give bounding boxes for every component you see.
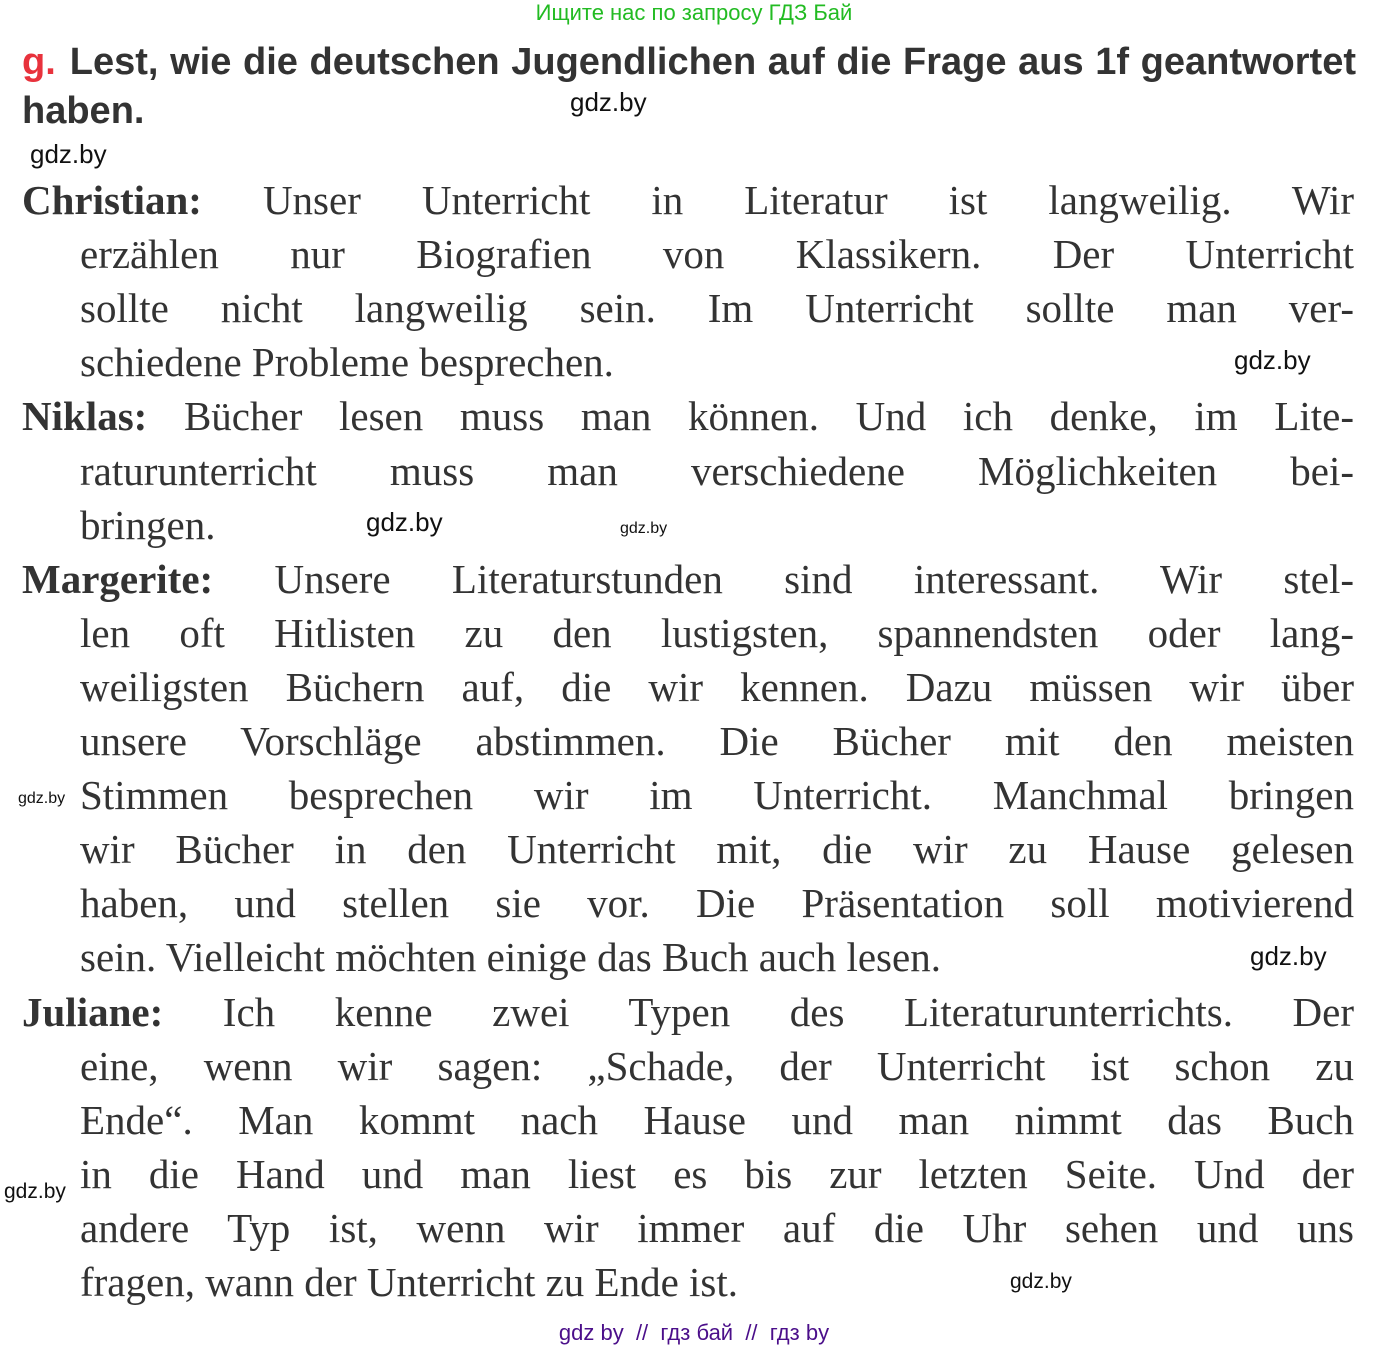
line-text: sein. Vielleicht möchten einige das Buch auch lesen. bbox=[80, 934, 941, 981]
watermark: gdz.by bbox=[1250, 941, 1327, 971]
line-text: haben, und stellen sie vor. Die Präsentation soll motivierend bbox=[80, 880, 1354, 927]
text-line bbox=[22, 173, 1354, 227]
text-line bbox=[80, 444, 1354, 498]
speaker-name: Niklas: bbox=[22, 393, 148, 440]
line-text: sollte nicht langweilig sein. Im Unterricht sollte man ver- bbox=[80, 285, 1354, 332]
line-text: fragen, wann der Unterricht zu Ende ist. bbox=[80, 1259, 739, 1305]
line-text: Bücher lesen muss man können. Und ich denke, im Lite- bbox=[147, 393, 1354, 440]
line-text: Stimmen besprechen wir im Unterricht. Manchmal bringen bbox=[80, 772, 1354, 819]
text-line bbox=[22, 389, 1354, 443]
text-line bbox=[80, 1093, 1354, 1147]
watermark: gdz.by bbox=[620, 520, 668, 537]
text-line bbox=[80, 606, 1354, 660]
footer-links: gdz by // гдз бай // гдз by bbox=[558, 1320, 830, 1345]
line-text: eine, wenn wir sagen: „Schade, der Unterricht ist schon zu bbox=[80, 1042, 1354, 1089]
line-text: Unser Unterricht in Literatur ist langweilig. Wir bbox=[201, 177, 1354, 223]
line-text: raturunterricht muss man verschiedene Möglichkeiten bei- bbox=[80, 447, 1354, 494]
text-line bbox=[22, 985, 1354, 1039]
line-text: len oft Hitlisten zu den lustigsten, spannendsten oder lang- bbox=[80, 609, 1354, 656]
line-text: in die Hand und man liest es bis zur letzten Seite. Und der bbox=[80, 1150, 1354, 1197]
text-line bbox=[80, 930, 1354, 984]
text-line bbox=[80, 660, 1354, 714]
text-line bbox=[80, 1039, 1354, 1093]
line-text: Ende“. Man kommt nach Hause und man nimmt das Buch bbox=[80, 1096, 1354, 1143]
watermark: gdz.by bbox=[1010, 1270, 1072, 1293]
text-line bbox=[80, 281, 1354, 335]
watermark: gdz.by bbox=[366, 507, 443, 537]
text-line bbox=[80, 1201, 1354, 1255]
watermark: gdz.by bbox=[4, 1180, 66, 1203]
text-line bbox=[80, 822, 1354, 876]
line-text: Unsere Literaturstunden sind interessant. Wir stel- bbox=[213, 555, 1354, 602]
watermark: gdz.by bbox=[570, 87, 647, 117]
watermark: gdz.by bbox=[18, 790, 66, 807]
text-line bbox=[80, 714, 1354, 768]
line-text: weiligsten Büchern auf, die wir kennen. Dazu müssen wir über bbox=[80, 663, 1354, 710]
task-letter: g. bbox=[22, 41, 56, 83]
line-text: bringen. bbox=[80, 501, 216, 548]
task-text: Lest, wie die deutschen Jugendlichen auf die Frage aus 1f geantwortet haben. bbox=[22, 41, 1356, 132]
line-text: andere Typ ist, wenn wir immer auf die Uhr sehen und uns bbox=[80, 1204, 1354, 1251]
text-line bbox=[80, 1147, 1354, 1201]
text-line bbox=[80, 768, 1354, 822]
line-text: unsere Vorschläge abstimmen. Die Bücher mit den meisten bbox=[80, 718, 1354, 764]
speaker-name: Margerite: bbox=[22, 555, 214, 602]
text-line bbox=[80, 876, 1354, 930]
watermark: gdz.by bbox=[1234, 345, 1311, 375]
text-line bbox=[80, 335, 1354, 389]
search-banner: Ищите нас по запросу ГДЗ Бай bbox=[535, 0, 853, 25]
line-text: schiedene Probleme besprechen. bbox=[80, 339, 614, 386]
task-heading bbox=[22, 38, 1356, 136]
line-text: wir Bücher in den Unterricht mit, die wir zu Hause gelesen bbox=[80, 826, 1354, 873]
line-text: Ich kenne zwei Typen des Literaturunterrichts. Der bbox=[163, 988, 1354, 1035]
text-line bbox=[80, 227, 1354, 281]
speaker-name: Christian: bbox=[22, 177, 202, 223]
speaker-name: Juliane: bbox=[22, 988, 164, 1035]
text-line bbox=[22, 552, 1354, 606]
text-line bbox=[80, 1255, 1354, 1309]
text-line bbox=[80, 498, 1354, 552]
line-text: erzählen nur Biografien von Klassikern. Der Unterricht bbox=[80, 231, 1354, 278]
watermark: gdz.by bbox=[30, 139, 107, 169]
